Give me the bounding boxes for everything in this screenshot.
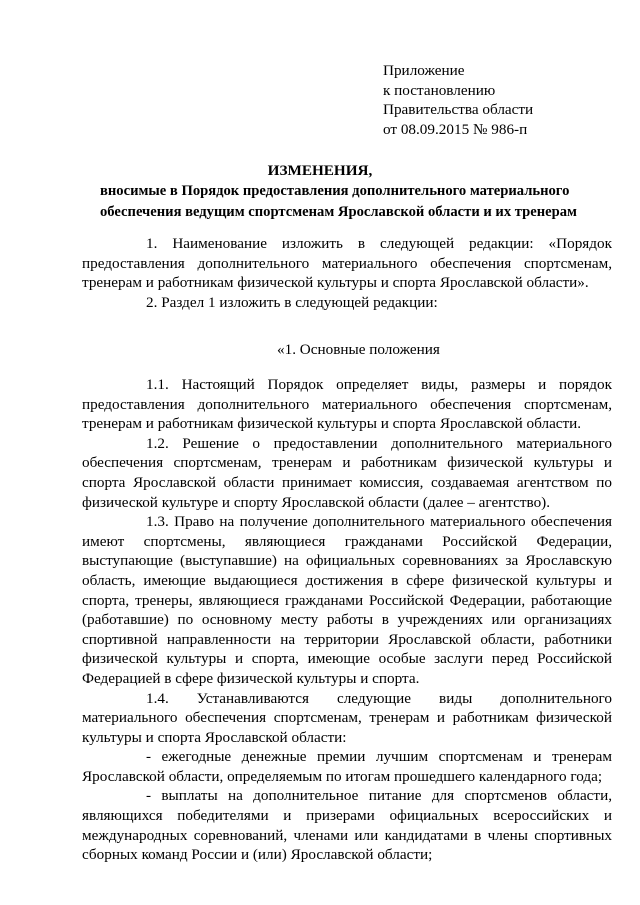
paragraph-1-1: 1.1. Настоящий Порядок определяет виды, размеры и порядок предоставления дополнительного материального обеспечения спортсменам, тренерам и работникам физической культуры и спорта Ярославской области.: [82, 376, 612, 433]
appendix-block: [383, 61, 623, 139]
subtitle-line-1: вносимые в Порядок предоставления дополнительного материального: [100, 183, 570, 199]
intro-paragraph-1: 1. Наименование изложить в следующей редакции: «Порядок предоставления дополнительного материального обеспечения спортсменам, тренерам и работникам физической культуры и спорта Ярославской области».: [82, 235, 612, 292]
document-title: ИЗМЕНЕНИЯ,: [267, 162, 373, 179]
appendix-line-4: от 08.09.2015 № 986-п: [383, 120, 528, 138]
appendix-line-2: к постановлению: [383, 81, 496, 99]
paragraph-1-4: 1.4. Устанавливаются следующие виды дополнительного материального обеспечения спортсменам, тренерам и работникам физической культуры и спорта Ярославской области:: [82, 689, 612, 746]
paragraph-1-3: 1.3. Право на получение дополнительного материального обеспечения имеют спортсмены, являющиеся гражданами Российской Федерации, выступающие (выступавшие) на официальных соревнованиях за Ярославскую область, имеющие выдающиеся достижения в сфере физической культуры и спорта, тренеры, являющиеся гражданами Российской Федерации, работающие (работавшие) по основному месту работы в учреждениях или организациях спортивной направленности на территории Ярославской области, работники физической культуры и спорта, имеющие особые заслуги перед Российской Федерацией в сфере физической культуры и спорта.: [82, 513, 612, 687]
document-subtitle: [100, 181, 577, 223]
subtitle-line-2: обеспечения ведущим спортсменам Ярославской области и их тренерам: [100, 204, 577, 220]
appendix-line-3: Правительства области: [383, 101, 534, 119]
intro-block: [82, 234, 612, 312]
paragraph-1-2: 1.2. Решение о предоставлении дополнительного материального обеспечения спортсменам, тренерам и работникам физической культуры и спорта Ярославской области принимает комиссия, создаваемая агентством по физической культуре и спорту Ярославской области (далее – агентство).: [82, 434, 612, 511]
appendix-line-1: Приложение: [383, 62, 465, 79]
intro-paragraph-2: 2. Раздел 1 изложить в следующей редакции:: [146, 293, 438, 311]
section-heading: «1. Основные положения: [277, 341, 440, 358]
bullet-item-1: - ежегодные денежные премии лучшим спортсменам и тренерам Ярославской области, определяемым по итогам прошедшего календарного года;: [82, 748, 612, 785]
section-body: [82, 375, 612, 865]
bullet-item-2: - выплаты на дополнительное питание для спортсменов области, являющихся победителями и призерами официальных всероссийских и международных соревнований, членами или кандидатами в члены спортивных сборных команд России и (или) Ярославской области;: [82, 787, 612, 864]
